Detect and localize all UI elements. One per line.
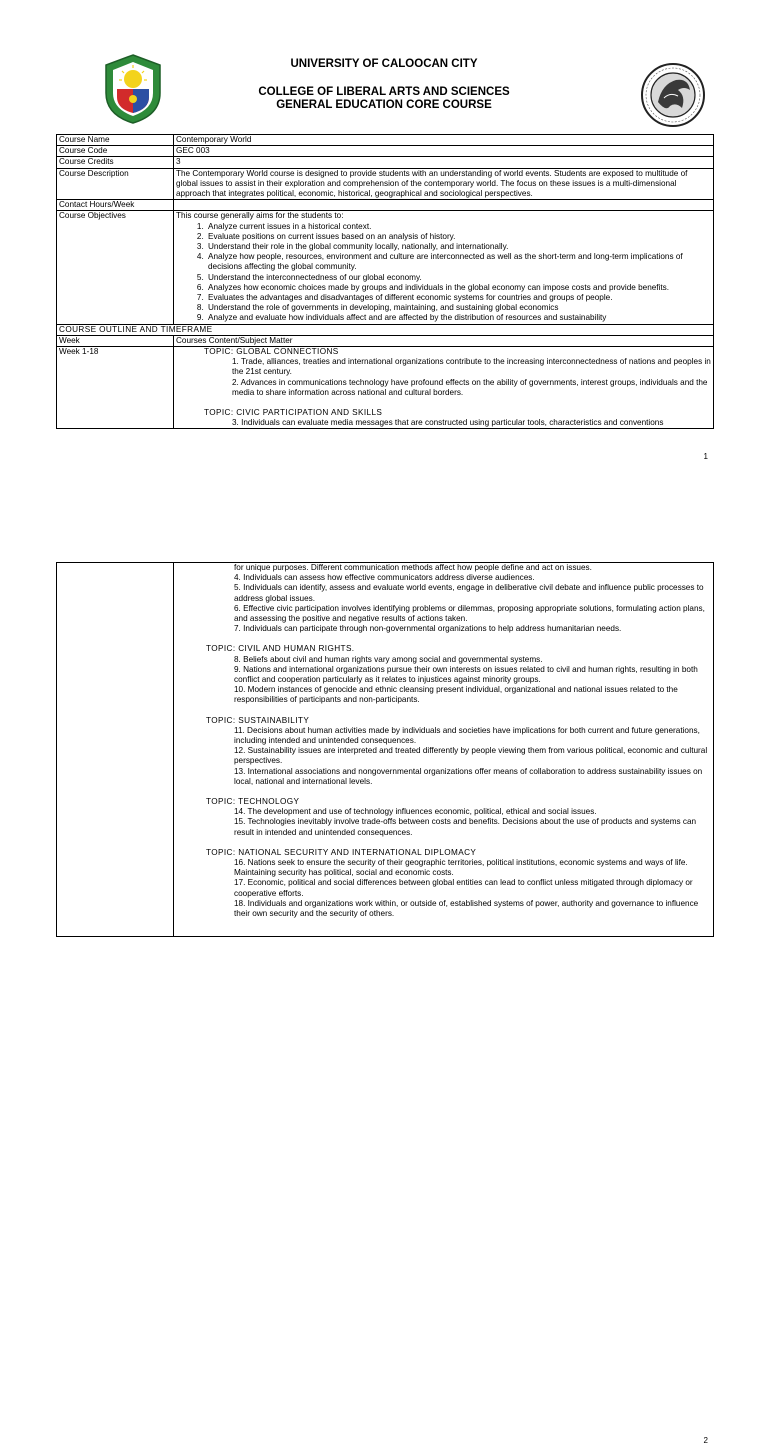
page-number: 1 — [703, 452, 708, 461]
list-item: 2. Evaluate positions on current issues based on an analysis of history. — [206, 232, 711, 242]
course-objectives-cell — [174, 211, 714, 324]
objectives-intro: This course generally aims for the students to: — [176, 211, 344, 221]
list-item: 18. Individuals and organizations work within, or outside of, established systems of power, authority and governance to influence their own security and the security of others. — [234, 898, 699, 919]
course-info-table — [56, 134, 714, 429]
table-row — [57, 157, 714, 168]
program-name: GENERAL EDUCATION CORE COURSE — [276, 99, 492, 111]
content-column-header: Courses Content/Subject Matter — [174, 335, 714, 346]
course-description-label: Course Description — [57, 168, 174, 200]
page-number: 2 — [703, 1436, 708, 1445]
week-range: Week 1-18 — [57, 347, 174, 429]
table-row — [57, 146, 714, 157]
table-row — [57, 563, 714, 937]
document-page-1 — [0, 0, 768, 476]
course-name-label: Course Name — [57, 135, 174, 146]
list-item: 14. The development and use of technology influences economic, political, ethical and social issues. — [234, 807, 597, 817]
table-row — [57, 335, 714, 346]
content-cell-page2 — [174, 563, 714, 937]
course-outline-heading: COURSE OUTLINE AND TIMEFRAME — [57, 324, 714, 335]
list-item: 11. Decisions about human activities made by individuals and societies have implications for both current and future generations, including intended and unintended consequences. — [234, 725, 700, 746]
course-objectives-label: Course Objectives — [57, 211, 174, 324]
list-item: 10. Modern instances of genocide and ethnic cleansing present individual, organizational and national issues related to the responsibilities of participants and non-participants. — [234, 685, 678, 705]
list-item: 12. Sustainability issues are interpreted and treated differently by people viewing them from various political, economic and cultural perspectives. — [234, 746, 708, 766]
table-row — [57, 168, 714, 200]
content-cell-page1 — [174, 347, 714, 429]
topic-global-connections: TOPIC: GLOBAL CONNECTIONS — [204, 347, 339, 357]
list-item: 16. Nations seek to ensure the security of their geographic territories, political institutions, economic systems and ways of life. Maintaining security has political, social and economic costs. — [234, 858, 688, 878]
list-item: 7. Evaluates the advantages and disadvantages of different economic systems for countries and groups of people. — [206, 293, 711, 303]
list-item: 13. International associations and nongovernmental organizations offer means of collaboration to address sustainability issues on local, national and international levels. — [234, 766, 703, 786]
list-item: 3. Individuals can evaluate media messages that are constructed using particular tools, characteristics and conventions — [232, 418, 664, 428]
topic-sustainability: TOPIC: SUSTAINABILITY — [206, 715, 310, 725]
list-item: 7. Individuals can participate through non-governmental organizations to help address humanitarian needs. — [234, 624, 622, 634]
table-row — [57, 324, 714, 335]
list-item: 8. Understand the role of governments in developing, maintaining, and sustaining global economics — [206, 303, 711, 313]
course-outline-continued-table — [56, 562, 714, 937]
table-row — [57, 211, 714, 324]
list-item: 1. Trade, alliances, treaties and international organizations contribute to the increasing interconnectedness of nations and peoples in the 21st century. — [232, 357, 711, 377]
list-item: 6. Effective civic participation involves identifying problems or dilemmas, proposing appropriate solutions, formulating action plans, and assessing the positive and negative results of actions taken. — [234, 603, 705, 624]
college-name: COLLEGE OF LIBERAL ARTS AND SCIENCES — [258, 86, 510, 98]
list-item: 2. Advances in communications technology have profound effects on the ability of governments, interest groups, individuals and the media to share information across national and cultural borders. — [232, 377, 708, 397]
table-row — [57, 347, 714, 429]
list-item: 5. Understand the interconnectedness of our global economy. — [206, 273, 711, 283]
list-item: 4. Analyze how people, resources, environment and culture are interconnected as well as the short-term and long-term implications of decisions affecting the global community. — [206, 252, 711, 272]
course-code-label: Course Code — [57, 146, 174, 157]
contact-hours-label: Contact Hours/Week — [57, 200, 174, 211]
course-credits-value: 3 — [174, 157, 714, 168]
list-item: for unique purposes. Different communication methods affect how people define and act on issues. — [234, 563, 592, 572]
list-item: 1. Analyze current issues in a historical context. — [206, 222, 711, 232]
list-item: 4. Individuals can assess how effective communicators address diverse audiences. — [234, 573, 535, 583]
list-item: 8. Beliefs about civil and human rights vary among social and governmental systems. — [234, 654, 543, 664]
university-name: UNIVERSITY OF CALOOCAN CITY — [290, 58, 478, 70]
objectives-list — [176, 222, 711, 324]
course-credits-label: Course Credits — [57, 157, 174, 168]
list-item: 3. Understand their role in the global community locally, nationally, and internationally. — [206, 242, 711, 252]
course-code-value: GEC 003 — [174, 146, 714, 157]
list-item: 6. Analyzes how economic choices made by groups and individuals in the global economy can impose costs and provide benefits. — [206, 283, 711, 293]
topic-civil-human-rights: TOPIC: CIVIL AND HUMAN RIGHTS. — [206, 644, 355, 654]
list-item: 9. Nations and international organizations pursue their own interests on issues related to civil and human rights, resulting in both conflict and cooperation particularly as it relates to injustices against minority groups. — [234, 664, 698, 685]
course-description-value: The Contemporary World course is designed to provide students with an understanding of world events. Students are exposed to multitude of global issues to assist in their exploration and comprehension of the contemporary world. The focus on these issues is a multi-dimensional approach that integrates political, economic, historical, geographical and sociological perspectives. — [174, 168, 714, 200]
list-item: 17. Economic, political and social differences between global entities can lead to conflict unless mitigated through diplomacy or cooperative efforts. — [234, 878, 693, 898]
topic-civic-participation: TOPIC: CIVIC PARTICIPATION AND SKILLS — [204, 408, 383, 418]
topic-national-security: TOPIC: NATIONAL SECURITY AND INTERNATIONAL DIPLOMACY — [206, 847, 477, 857]
list-item: 9. Analyze and evaluate how individuals affect and are affected by the distribution of resources and sustainability — [206, 313, 711, 323]
course-name-value: Contemporary World — [174, 135, 714, 146]
topic-technology: TOPIC: TECHNOLOGY — [206, 797, 300, 807]
contact-hours-value — [174, 200, 714, 211]
table-row — [57, 200, 714, 211]
week-column-header: Week — [57, 335, 174, 346]
list-item: 15. Technologies inevitably involve trade-offs between costs and benefits. Decisions about the use of products and systems can result in intended and unintended consequences. — [234, 817, 697, 837]
list-item: 5. Individuals can identify, assess and evaluate world events, engage in deliberative civil debate and influence public processes to address global issues. — [234, 583, 704, 603]
week-cell-empty — [57, 563, 174, 937]
table-row — [57, 135, 714, 146]
